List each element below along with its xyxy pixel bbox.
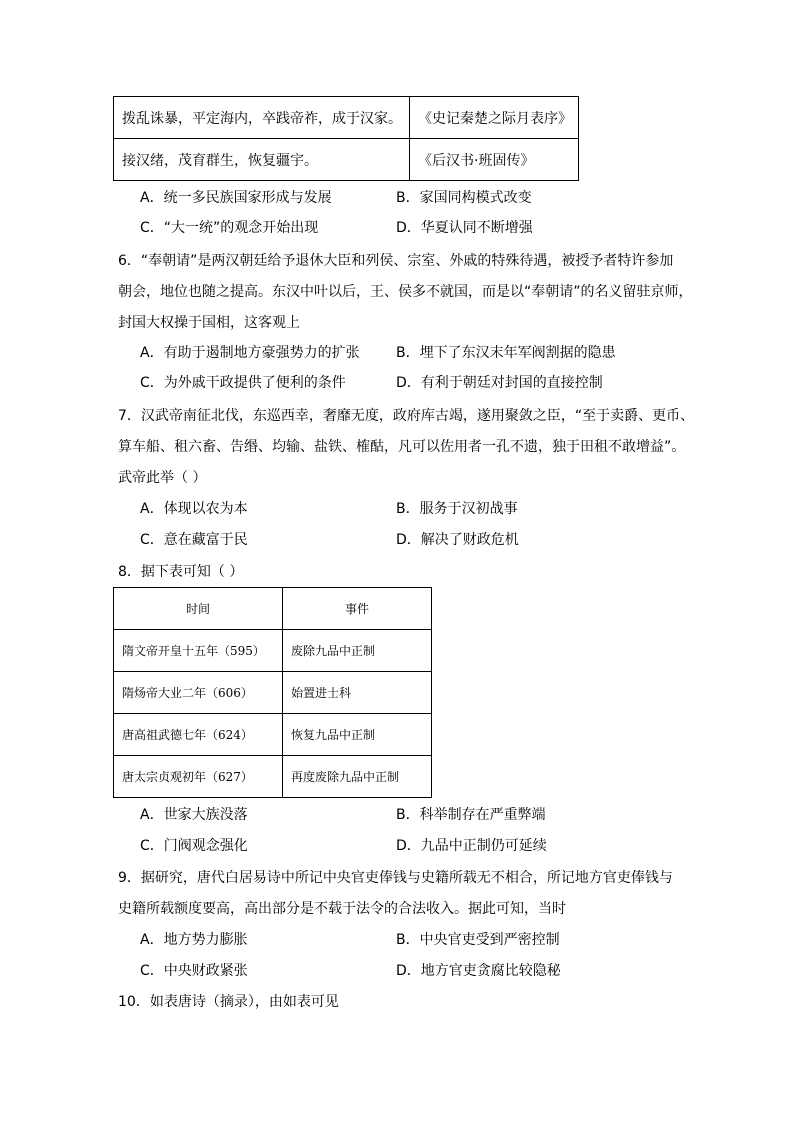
- table-row: [114, 97, 579, 139]
- q5-option-b: B．家国同构模式改变: [396, 190, 532, 206]
- column-header: 时间: [114, 588, 283, 630]
- q8-stem: 8．据下表可知（ ）: [118, 564, 244, 580]
- q7-stem-line: 武帝此举（ ）: [118, 470, 207, 486]
- q8-table: [113, 587, 432, 798]
- quote-source: 《史记秦楚之际月表序》: [410, 97, 579, 139]
- q6-option-d: D．有利于朝廷对封国的直接控制: [396, 375, 603, 391]
- quote-text: 拨乱诛暴，平定海内，卒践帝祚，成于汉家。: [114, 97, 410, 139]
- table-row: [114, 672, 432, 714]
- q6-option-a: A．有助于遏制地方豪强势力的扩张: [140, 345, 360, 361]
- q7-stem-line: 算车船、租六畜、告缗、均输、盐铁、榷酤，凡可以佐用者一孔不遗，独于田租不敢增益”。: [118, 439, 686, 455]
- quote-text: 接汉绪，茂育群生，恢复疆宇。: [114, 139, 410, 181]
- q10-stem: 10．如表唐诗（摘录），由如表可见: [118, 994, 339, 1010]
- q9-stem-line: 史籍所载额度要高，高出部分是不载于法令的合法收入。据此可知，当时: [118, 901, 566, 917]
- q7-stem-line: 7．汉武帝南征北伐，东巡西幸，奢靡无度，政府库古竭，遂用聚敛之臣，“至于卖爵、更币、: [118, 408, 695, 424]
- q9-option-c: C．中央财政紧张: [140, 963, 248, 979]
- q5-option-a: A．统一多民族国家形成与发展: [140, 190, 332, 206]
- q8-option-c: C．门阀观念强化: [140, 838, 248, 854]
- q6-stem-line: 封国大权操于国相，这客观上: [118, 315, 300, 331]
- q7-option-c: C．意在藏富于民: [140, 532, 248, 548]
- table-cell: 唐太宗贞观初年（627）: [114, 756, 283, 798]
- table-cell: 始置进士科: [283, 672, 432, 714]
- table-row: [114, 630, 432, 672]
- q7-option-d: D．解决了财政危机: [396, 532, 519, 548]
- q5-option-d: D．华夏认同不断增强: [396, 220, 533, 236]
- table-row: [114, 714, 432, 756]
- q9-option-a: A．地方势力膨胀: [140, 932, 248, 948]
- table-cell: 恢复九品中正制: [283, 714, 432, 756]
- table-cell: 废除九品中正制: [283, 630, 432, 672]
- q7-option-b: B．服务于汉初战事: [396, 501, 518, 517]
- column-header: 事件: [283, 588, 432, 630]
- q6-stem-line: 6．“奉朝请”是两汉朝廷给予退休大臣和列侯、宗室、外戚的特殊待遇，被授予者特许参加: [118, 253, 674, 269]
- q9-option-b: B．中央官吏受到严密控制: [396, 932, 560, 948]
- table-cell: 隋文帝开皇十五年（595）: [114, 630, 283, 672]
- table-cell: 再度废除九品中正制: [283, 756, 432, 798]
- q6-stem-line: 朝会，地位也随之提高。东汉中叶以后，王、侯多不就国，而是以“奉朝请”的名义留驻京师，: [118, 284, 693, 300]
- quote-table: [113, 96, 579, 181]
- q8-option-b: B．科举制存在严重弊端: [396, 807, 546, 823]
- q9-option-d: D．地方官吏贪腐比较隐秘: [396, 963, 561, 979]
- quote-source: 《后汉书·班固传》: [410, 139, 579, 181]
- q8-option-d: D．九品中正制仍可延续: [396, 838, 547, 854]
- q7-option-a: A．体现以农为本: [140, 501, 248, 517]
- q9-stem-line: 9．据研究，唐代白居易诗中所记中央官吏俸钱与史籍所载无不相合，所记地方官吏俸钱与: [118, 870, 673, 886]
- q6-option-b: B．埋下了东汉末年军阀割据的隐患: [396, 345, 616, 361]
- table-cell: 隋炀帝大业二年（606）: [114, 672, 283, 714]
- table-row: [114, 756, 432, 798]
- table-header-row: [114, 588, 432, 630]
- q8-option-a: A．世家大族没落: [140, 807, 248, 823]
- q5-option-c: C．“大一统”的观念开始出现: [140, 220, 319, 236]
- table-row: [114, 139, 579, 181]
- q6-option-c: C．为外戚干政提供了便利的条件: [140, 375, 346, 391]
- table-cell: 唐高祖武德七年（624）: [114, 714, 283, 756]
